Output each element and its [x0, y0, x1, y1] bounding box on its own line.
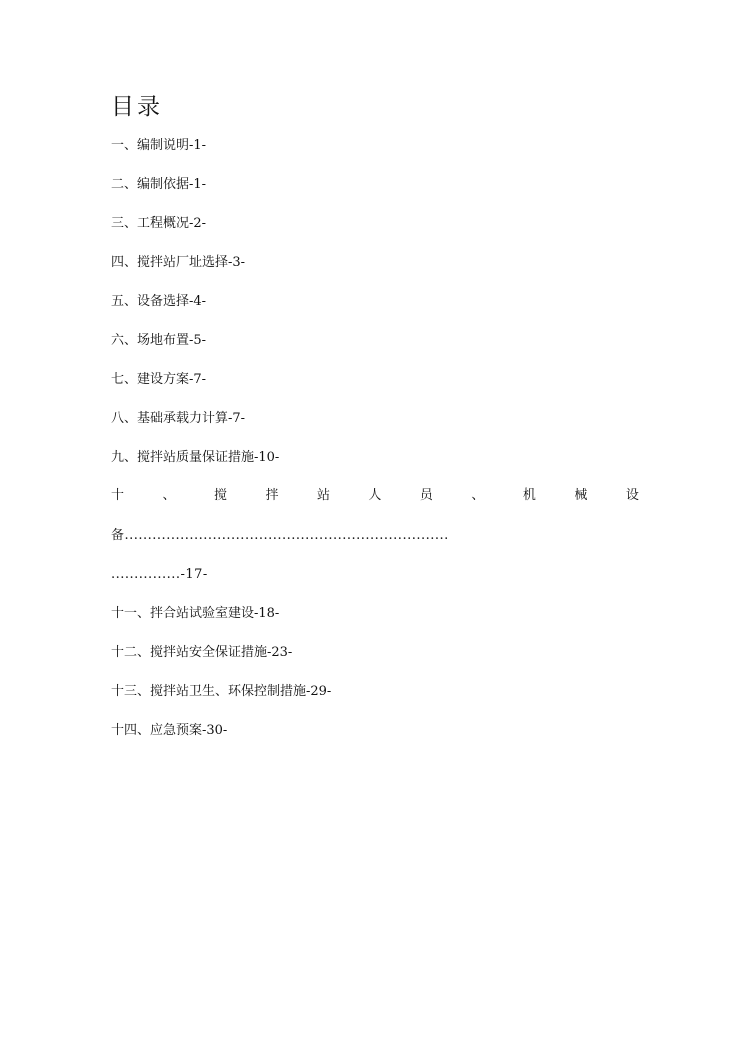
toc-item-1: 一、编制说明-1- — [111, 138, 207, 153]
toc-item-10-char: 、 — [471, 488, 485, 503]
toc-item-11: 十一、拌合站试验室建设-18- — [111, 606, 280, 621]
toc-item-9: 九、搅拌站质量保证措施-10- — [111, 450, 280, 465]
toc-item-3: 三、工程概况-2- — [111, 216, 207, 231]
toc-item-7: 七、建设方案-7- — [111, 372, 207, 387]
toc-item-10-line1 — [111, 486, 639, 506]
toc-item-10-char: 搅 — [213, 488, 227, 503]
toc-item-10-char: 员 — [419, 488, 433, 503]
toc-item-10-char: 站 — [316, 488, 330, 503]
toc-item-8: 八、基础承载力计算-7- — [111, 411, 246, 426]
toc-item-10-char: 械 — [574, 488, 588, 503]
toc-item-14: 十四、应急预案-30- — [111, 723, 228, 738]
toc-item-4: 四、搅拌站厂址选择-3- — [111, 255, 246, 270]
toc-item-10-line3: ...............-17- — [111, 567, 208, 582]
toc-item-10-char: 设 — [625, 488, 639, 503]
toc-item-10-char: 机 — [522, 488, 536, 503]
toc-item-5: 五、设备选择-4- — [111, 294, 207, 309]
toc-item-6: 六、场地布置-5- — [111, 333, 207, 348]
toc-item-10-line2: 备...................................................................... — [111, 528, 449, 543]
toc-item-2: 二、编制依据-1- — [111, 177, 207, 192]
toc-item-10-char: 十 — [111, 488, 125, 503]
toc-item-10-char: 拌 — [265, 488, 279, 503]
toc-item-10-char: 人 — [368, 488, 382, 503]
toc-item-10-char: 、 — [162, 488, 176, 503]
page-title: 目录 — [111, 94, 163, 120]
toc-item-12: 十二、搅拌站安全保证措施-23- — [111, 645, 293, 660]
toc-item-13: 十三、搅拌站卫生、环保控制措施-29- — [111, 684, 332, 699]
